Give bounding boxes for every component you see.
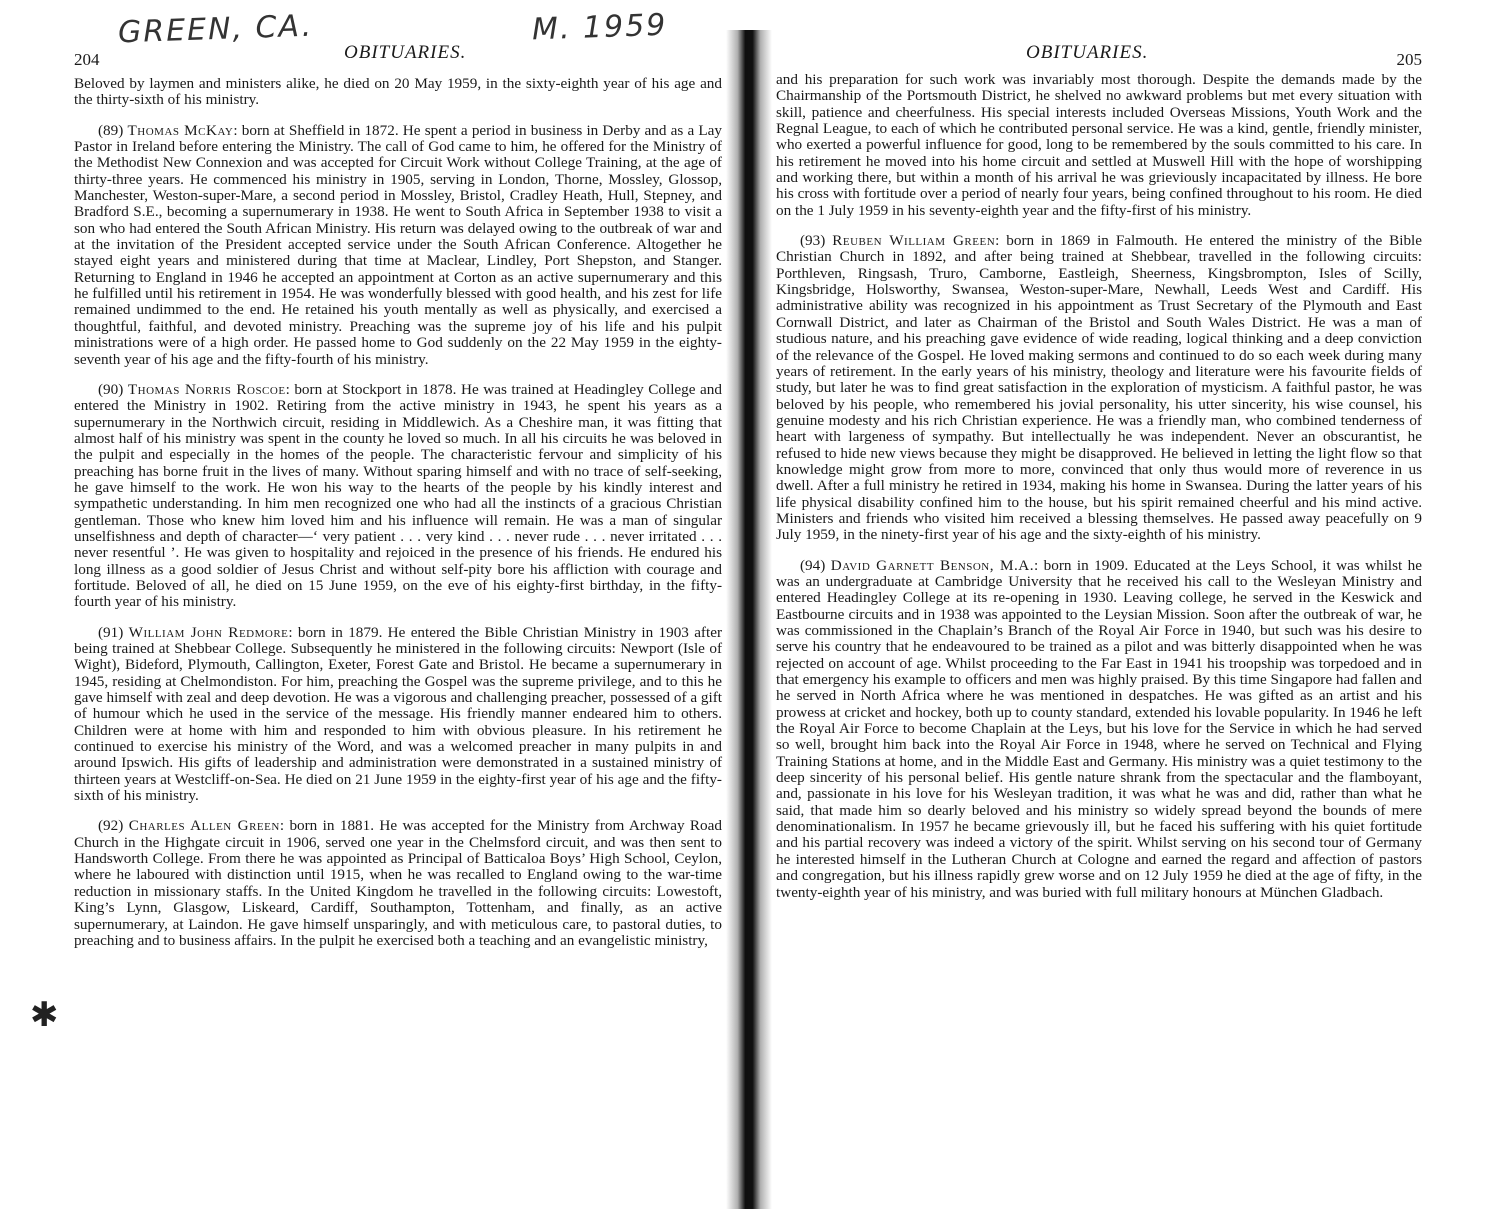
running-head: OBITUARIES. [344, 42, 467, 63]
entry-number: (93) [800, 232, 826, 250]
entry-number: (92) [98, 817, 124, 835]
obituary-entry [74, 382, 722, 611]
entry-text: : born in 1909. Educated at the Leys School, it was whilst he was an undergraduate at Cambridge University that he received his call to the Wesleyan Ministry and entered Headingley College at its re-opening in 1930. Leaving college, he served in the Keswick and Eastbourne circuits and in 1938 was appointed to the Leysian Mission. Soon after the outbreak of war, he was commissioned in the Chaplain’s Branch of the Royal Air Force in 1940, but such was his desire to serve his country that he endeavoured to be trained as a pilot and was bitterly disappointed when he was rejected on account of age. Whilst proceeding to the Far East in 1941 his troopship was torpedoed and in that emergency his example to officers and men was highly praised. By this time Singapore had fallen and he served in North Africa where he was mentioned in despatches. He was gifted as an artist and his prowess at cricket and hockey, both up to county standard, extended his lovable popularity. In 1946 he left the Royal Air Force to become Chaplain at the Leys, but his love for the Service in which he had served so well, brought him back into the Royal Air Force in 1948, where he served on Technical and Flying Training Stations at home, and in the Middle East and Germany. His ministry was a quiet testimony to the deep sincerity of his personal belief. His gentle nature shrank from the spectacular and the flamboyant, and, passionate in his love for his Wesleyan tradition, it was what he was and did, rather than what he said, that made him so dearly beloved and his ministry so widely spread beyond the bounds of mere denominationalism. In 1957 he became grievously ill, but he faced his suffering with his quiet fortitude and his partial recovery was indeed a victory of the spirit. Whilst serving on his second tour of Germany he interested himself in the Lutheran Church at Cologne and earned the regard and affection of pastors and congregation, but his illness rapidly grew worse and on 12 July 1959 he died at the age of fifty, in the twenty-eighth year of his ministry, and was buried with full military honours at München Gladbach. [776, 556, 1423, 901]
entry-text: : born in 1881. He was accepted for the Ministry from Archway Road Church in the Highgate circuit in 1906, served one year in the Chelmsford circuit, and was then sent to Handsworth College. From there he was appointed as Principal of Batticaloa Boys’ High School, Ceylon, where he laboured with distinction until 1915, when he was recalled to England owing to the war-time reduction in missionary staffs. In the United Kingdom he travelled in the following circuits: Lowestoft, King’s Lynn, Glasgow, Liskeard, Cardiff, Southampton, Tottenham, and finally, as an active supernumerary, at Laindon. He gave himself unsparingly, and with meticulous care, to pastoral duties, to preaching and to business affairs. In the pulpit he exercised both a teaching and an evangelistic ministry, [74, 817, 722, 949]
entry-name: David Garnett Benson, M.A. [830, 556, 1035, 574]
entry-name: Thomas Norris Roscoe [127, 380, 286, 398]
entry-name: Thomas McKay [127, 121, 234, 139]
entry-number: (91) [98, 623, 124, 641]
obituary-entry [74, 625, 722, 805]
margin-mark: ✱ [30, 995, 59, 1035]
continued-paragraph: and his preparation for such work was invariably most thorough. Despite the demands made by the Chairmanship of the Portsmouth District, he shelved no awkward problems but met every situation with skill, patience and cheerfulness. His special interests included Overseas Missions, Youth Work and the Regnal League, to each of which he contributed personal service. He was a kind, gentle, friendly minister, who exerted a powerful influence for good, long to be remembered by the souls committed to his care. In his retirement he moved into his home circuit and settled at Muswell Hill with the hope of worshipping and working there, but within a month of his arrival he was grieviously incapacitated by illness. He bore his cross with fortitude over a period of nearly four years, being confined throughout to his room. He died on the 1 July 1959 in his seventy-eighth year and the fifty-first of his ministry. [776, 71, 1422, 219]
right-page [776, 40, 1422, 1200]
entry-text: : born in 1869 in Falmouth. He entered the ministry of the Bible Christian Church in 1892, and after being trained at Shebbear, travelled in the following circuits: Porthleven, Ringsash, Truro, Camborne, Eastleigh, Sheerness, Kingsbrompton, Isles of Scilly, Kingsbridge, Holsworthy, Swansea, Weston-super-Mare, Newhall, Leeds West and Cardiff. His administrative ability was recognized in his appointment as Trust Secretary of the Plymouth and East Cornwall District, and later as Chairman of the Bristol and South Wales District. He was a man of studious nature, and his preaching gave evidence of wide reading, logical thinking and a deep conviction of the relevance of the Gospel. He loved making sermons and continued to do so each week during many years of retirement. In the early years of his ministry, theology and literature were his favourite fields of study, but later he was to find great satisfaction in the exploration of mysticism. A faithful pastor, he was beloved by his people, who remembered his jovial personality, his utter sincerity, his wise counsel, his genuine modesty and his rich Christian experience. He was a friendly man, who combined tenderness of heart with largeness of sympathy. But intellectually he was independent. Never an obscurantist, he refused to hide new views because they might be disapproved. He believed in letting the light flow so that knowledge might grow from more to more, convinced that only thus would more of reverence in us dwell. After a full ministry he retired in 1934, making his home in Swansea. During the latter years of his life physical disability confined him to the house, but his spirit remained cheerful and his mind active. Ministers and friends who visited him received a blessing themselves. He passed away peacefully on 9 July 1959, in the ninety-first year of his age and the sixty-eighth of his ministry. [776, 232, 1423, 544]
book-gutter [726, 30, 772, 1209]
running-head: OBITUARIES. [1026, 42, 1149, 63]
continued-paragraph: Beloved by laymen and ministers alike, he died on 20 May 1959, in the sixty-eighth year of his age and the thirty-sixth of his ministry. [74, 75, 722, 109]
obituary-entry [776, 558, 1422, 901]
entry-text: : born in 1879. He entered the Bible Christian Ministry in 1903 after being trained at Shebbear College. Subsequently he ministered in the following circuits: Newport (Isle of Wight), Bideford, Plymouth, Callington, Exeter, Forest Gate and Bristol. He became a supernumerary in 1945, residing at Chelmondiston. For him, preaching the Gospel was the supreme privilege, and to this he gave himself with zeal and deep devotion. He was a vigorous and challenging preacher, possessed of a gift of humour which he used in the service of the message. His friendly manner endeared him to others. Children were at home with him and responded to him with obvious pleasure. In his retirement he continued to exercise his ministry of the Word, and was a welcomed preacher in many pulpits in and around Ipswich. His gifts of leadership and administration were demonstrated in a sustained ministry of thirteen years at Westcliff-on-Sea. He died on 21 June 1959 in the eighty-first year of his age and the fifty-sixth of his ministry. [74, 623, 723, 805]
entry-number: (90) [98, 380, 124, 398]
page-number: 204 [74, 50, 100, 69]
entry-number: (89) [98, 121, 124, 139]
obituary-entry [74, 818, 722, 949]
handwritten-year: M. 1959 [531, 7, 668, 48]
obituary-entry [776, 233, 1422, 544]
left-page [74, 40, 722, 1200]
obituary-entry [74, 123, 722, 368]
entry-name: Reuben William Green [832, 232, 996, 250]
right-page-header [776, 40, 1422, 76]
entry-name: Charles Allen Green [128, 817, 280, 835]
handwritten-name: GREEN, CA. [117, 8, 314, 51]
left-page-header [74, 40, 722, 76]
entry-text: : born at Stockport in 1878. He was trained at Headingley College and entered the Ministry in 1902. Retiring from the active ministry in 1943, he spent his years as a supernumerary in the Northwich circuit, residing in Middlewich. As a Cheshire man, it was fitting that almost half of his ministry was spent in the county he loved so much. In all his circuits he was beloved in the pulpit and especially in the homes of the people. The characteristic fervour and simplicity of his preaching has borne fruit in the lives of many. Without sparing himself and with no trace of self-seeking, he gave himself to the work. He won his way to the hearts of the people by his kindly interest and sympathetic understanding. In him men recognized one who had all the instincts of a gracious Christian gentleman. Those who knew him loved him and his influence will remain. He was a man of singular unselfishness and depth of character—‘ very patient . . . very kind . . . never rude . . . never irritated . . . never resentful ’. He was given to hospitality and rejoiced in the presence of his friends. He endured his long illness as a good soldier of Jesus Christ and without self-pity bore his affliction with courage and fortitude. Beloved of all, he died on 15 June 1959, on the eve of his eighty-first birthday, in the fifty-fourth year of his ministry. [74, 380, 722, 611]
entry-name: William John Redmore [128, 623, 289, 641]
entry-text: : born at Sheffield in 1872. He spent a period in business in Derby and as a Lay Pastor in Ireland before entering the Ministry. The call of God came to him, he offered for the Ministry of the Methodist New Connexion and was accepted for Circuit Work without College Training, at the age of thirty-three years. He commenced his ministry in 1905, serving in London, Thorne, Mossley, Glossop, Manchester, Weston-super-Mare, a second period in Mossley, Bristol, Cradley Heath, Hull, Stepney, and Bradford S.E., becoming a supernumerary in 1938. He went to South Africa in September 1938 to visit a son who had entered the South African Ministry. His return was delayed owing to the outbreak of war and at the invitation of the President accepted service under the South African Conference. Altogether he stayed eight years and ministered during that time at Maclear, Lindley, Port Shepston, and Stanger. Returning to England in 1946 he accepted an appointment at Corton as an active supernumerary and this he fulfilled until his retirement in 1954. He was wonderfully blessed with good health, and his zest for life remained undimmed to the end. He retained his youth mentally as well as physically, and exercised a thoughtful, faithful, and devoted ministry. Preaching was the supreme joy of his life and his pulpit ministrations were of a high order. He passed home to God suddenly on the 22 May 1959 in the eighty-seventh year of his age and the fifty-fourth of his ministry. [74, 121, 723, 368]
entry-number: (94) [800, 556, 826, 574]
page-number: 205 [1396, 50, 1422, 69]
